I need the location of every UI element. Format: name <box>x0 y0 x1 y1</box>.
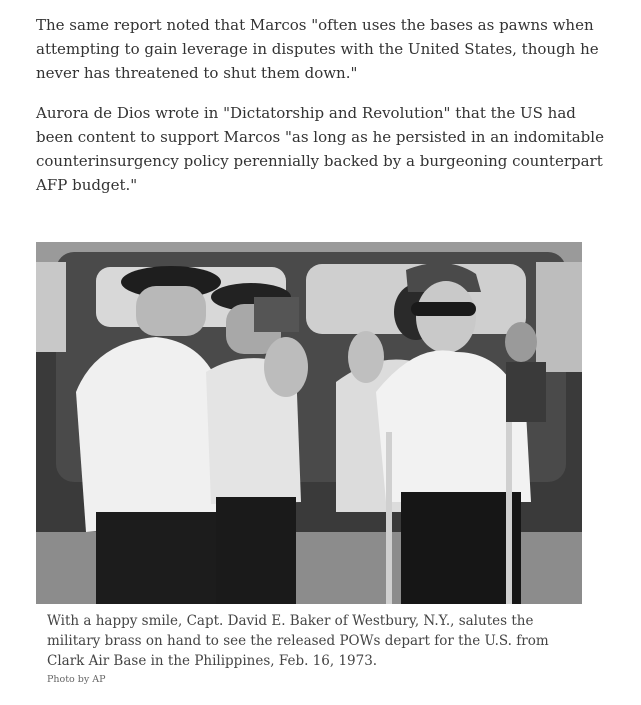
paragraph-1: The same report noted that Marcos "often uses the bases as pawns when attempting to gain leverage in disputes with the United States, though he never has threatened to shut them down." <box>36 16 599 82</box>
paragraph-2: Aurora de Dios wrote in "Dictatorship and Revolution" that the US had been content to support Marcos "as long as he persisted in an indomitable counterinsurgency policy perennially backed by a burgeoning counterpart AFP budget." <box>36 104 604 194</box>
news-photo <box>36 242 582 604</box>
photo-credit: Photo by AP <box>47 674 106 685</box>
photo-caption: With a happy smile, Capt. David E. Baker of Westbury, N.Y., salutes the military brass on hand to see the released POWs depart for the U.S. from Clark Air Base in the Philippines, Feb. 16, 1973. <box>47 613 549 669</box>
